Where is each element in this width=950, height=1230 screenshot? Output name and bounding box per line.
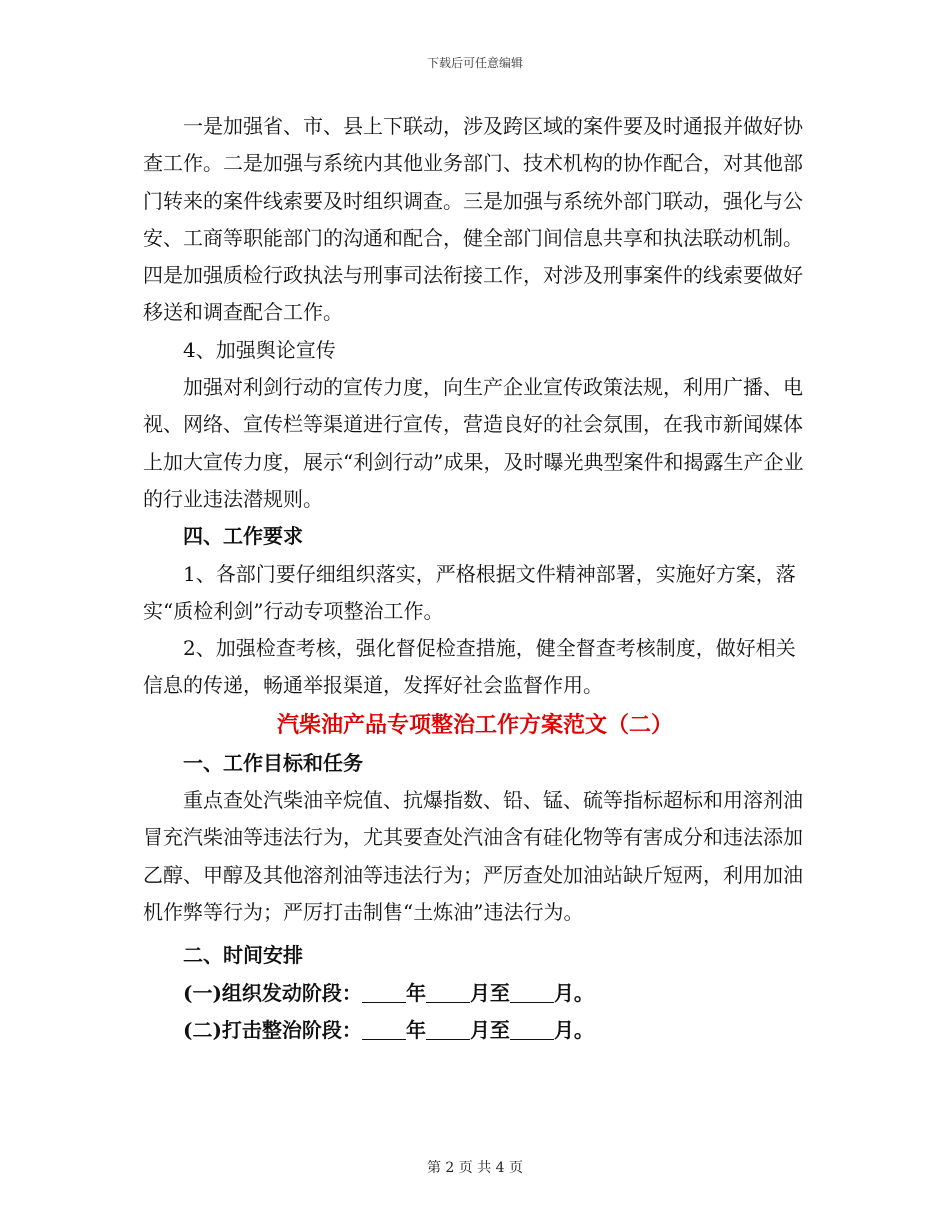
month-end-blank [510, 982, 554, 1003]
paragraph-goals: 重点查处汽柴油辛烷值、抗爆指数、铅、锰、硫等指标超标和用溶剂油冒充汽柴油等违法行为，尤其要查处汽油含有硅化物等有害成分和违法添加乙醇、甲醇及其他溶剂油等违法行为；严厉查处加油站缺斤短两，利用加油机作弊等行为；严厉打击制售“土炼油”违法行为。 [143, 788, 803, 924]
requirement-item-1: 1、各部门要仔细组织落实，严格根据文件精神部署，实施好方案，落实“质检利剑”行动专项整治工作。 [143, 561, 796, 623]
document-title: 汽柴油产品专项整治工作方案范文（二） [276, 711, 673, 738]
year-blank [362, 982, 406, 1003]
section-heading-requirements: 四、工作要求 [183, 524, 303, 549]
month-end-label: 月。 [553, 980, 594, 1005]
month-start-blank [426, 1019, 470, 1040]
paragraph-linkage: 一是加强省、市、县上下联动，涉及跨区域的案件要及时通报并做好协查工作。二是加强与系统内其他业务部门、技术机构的协作配合，对其他部门转来的案件线索要及时组织调查。三是加强与系统外部门联动，强化与公安、工商等职能部门的沟通和配合，健全部门间信息共享和执法联动机制。四是加强质检行政执法与刑事司法衔接工作，对涉及刑事案件的线索要做好移送和调查配合工作。 [143, 114, 803, 325]
month-end-blank [510, 1019, 554, 1040]
document-body [143, 108, 807, 1049]
year-blank [362, 1019, 406, 1040]
page-footer: 第 2 页 共 4 页 [426, 1160, 524, 1176]
stage-2-label: (二)打击整治阶段： [183, 1017, 362, 1042]
month-to-label: 月至 [469, 980, 510, 1005]
subheading-publicity: 4、加强舆论宣传 [183, 337, 336, 362]
stage-1-label: (一)组织发动阶段： [183, 980, 362, 1005]
month-to-label: 月至 [469, 1017, 510, 1042]
section-heading-goals: 一、工作目标和任务 [183, 750, 363, 775]
page-header: 下载后可任意编辑 [426, 56, 523, 70]
requirement-item-2: 2、加强检查考核，强化督促检查措施，健全督查考核制度，做好相关信息的传递，畅通举报渠道，发挥好社会监督作用。 [143, 636, 796, 698]
month-start-blank [426, 982, 470, 1003]
schedule-stage-1 [143, 975, 807, 1012]
year-label: 年 [405, 1017, 426, 1042]
year-label: 年 [405, 980, 426, 1005]
paragraph-publicity: 加强对利剑行动的宣传力度，向生产企业宣传政策法规，利用广播、电视、网络、宣传栏等渠道进行宣传，营造良好的社会氛围，在我市新闻媒体上加大宣传力度，展示“利剑行动”成果，及时曝光典型案件和揭露生产企业的行业违法潜规则。 [143, 375, 804, 511]
schedule-stage-2 [143, 1012, 807, 1049]
month-end-label: 月。 [553, 1017, 594, 1042]
section-heading-schedule: 二、时间安排 [183, 943, 303, 968]
